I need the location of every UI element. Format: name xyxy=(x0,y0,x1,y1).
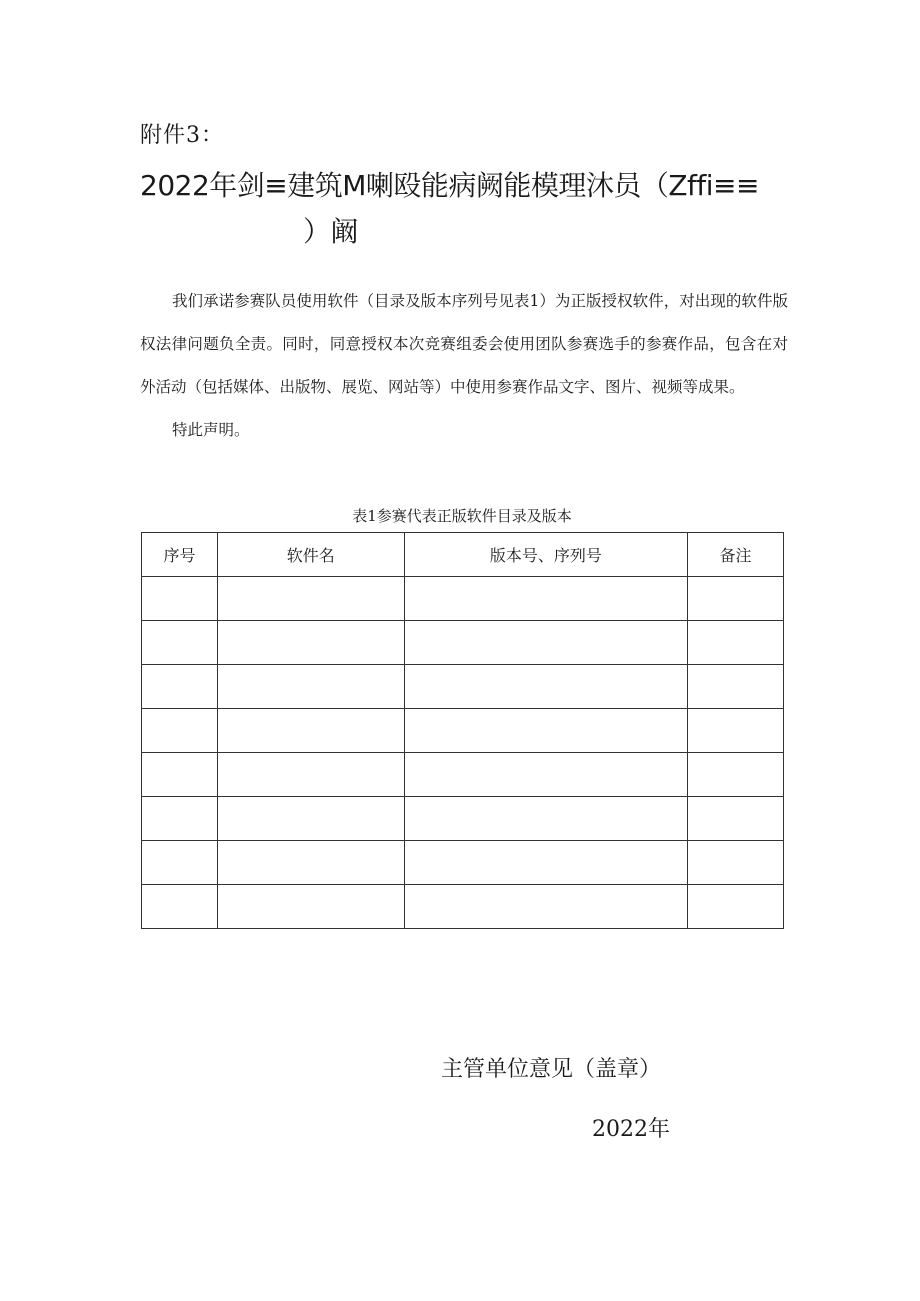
header-index: 序号 xyxy=(142,533,218,577)
title-line-1: 2022年剑≡建筑M喇殴能病阙能模理沐员（Zffi≡≡ xyxy=(140,169,759,202)
table-caption: 表1参赛代表正版软件目录及版本 xyxy=(352,507,572,525)
table-cell xyxy=(217,797,404,841)
table-cell xyxy=(217,577,404,621)
table-cell xyxy=(217,621,404,665)
table-cell xyxy=(688,665,784,709)
table-row xyxy=(142,797,784,841)
table-cell xyxy=(404,885,688,929)
table-row xyxy=(142,621,784,665)
table-cell xyxy=(142,709,218,753)
table-cell xyxy=(404,577,688,621)
table-cell xyxy=(404,709,688,753)
table-cell xyxy=(217,753,404,797)
table-cell xyxy=(688,841,784,885)
table-cell xyxy=(217,885,404,929)
table-cell xyxy=(688,709,784,753)
table-row xyxy=(142,665,784,709)
software-table xyxy=(141,532,784,929)
declaration-paragraph: 我们承诺参赛队员使用软件（目录及版本序列号见表1）为正版授权软件，对出现的软件版权法律问题负全责。同时，同意授权本次竞赛组委会使用团队参赛选手的参赛作品，包含在对外活动（包括媒体、出版物、展览、网站等）中使用参赛作品文字、图片、视频等成果。 xyxy=(140,292,788,396)
table-cell xyxy=(688,621,784,665)
signature-year: 2022年 xyxy=(592,1117,670,1142)
supervisor-opinion-label: 主管单位意见（盖章） xyxy=(441,1057,662,1082)
header-version-serial: 版本号、序列号 xyxy=(404,533,688,577)
table-row xyxy=(142,753,784,797)
attachment-label: 附件3： xyxy=(140,123,224,148)
declaration-body xyxy=(140,280,788,452)
table-cell xyxy=(404,797,688,841)
table-cell xyxy=(404,841,688,885)
table-cell xyxy=(142,577,218,621)
table-cell xyxy=(142,885,218,929)
statement-line: 特此声明。 xyxy=(172,421,250,439)
header-remarks: 备注 xyxy=(688,533,784,577)
table-cell xyxy=(142,665,218,709)
table-cell xyxy=(217,665,404,709)
title-line-2: ）阚 xyxy=(303,215,359,248)
table-cell xyxy=(404,621,688,665)
table-cell xyxy=(217,709,404,753)
header-software-name: 软件名 xyxy=(217,533,404,577)
document-title xyxy=(140,163,800,255)
table-row xyxy=(142,885,784,929)
table-row xyxy=(142,841,784,885)
table-cell xyxy=(142,753,218,797)
table-cell xyxy=(142,841,218,885)
table-cell xyxy=(142,797,218,841)
table-cell xyxy=(688,753,784,797)
table-cell xyxy=(688,885,784,929)
table-row xyxy=(142,577,784,621)
table-header-row xyxy=(142,533,784,577)
table-row xyxy=(142,709,784,753)
table-cell xyxy=(688,577,784,621)
table-cell xyxy=(688,797,784,841)
table-cell xyxy=(404,753,688,797)
table-cell xyxy=(404,665,688,709)
table-cell xyxy=(217,841,404,885)
table-cell xyxy=(142,621,218,665)
